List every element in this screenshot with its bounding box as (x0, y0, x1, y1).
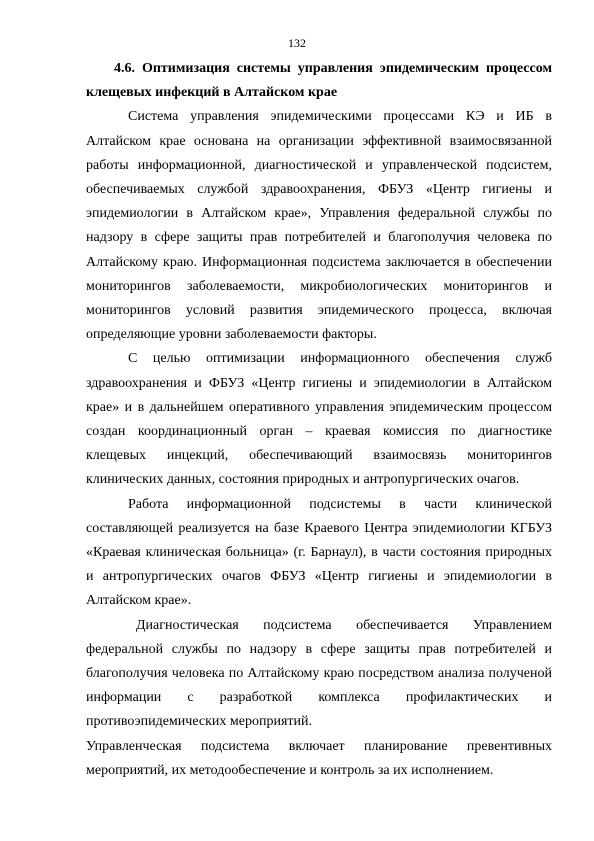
paragraph-information-work: Работа информационной подсистемы в части клинической составляющей реализуется на базе Краевого Центра эпидемиологии КГБУЗ «Краевая клиническая больница» (г. Барнаул), в части состояния природных и антропургических очагов ФБУЗ «Центр гигиены и эпидемиологии в Алтайском крае». (86, 496, 552, 609)
paragraph-coordination-body: С целью оптимизации информационного обеспечения служб здравоохранения и ФБУЗ «Центр гигиены и эпидемиологии в Алтайском крае» и в дальнейшем оперативного управления эпидемическим процессом создан координационный орган – краевая комиссия по диагностике клещевых инцекций, обеспечивающий взаимосвязь мониторингов клинических данных, состояния природных и антропургических очагов. (86, 351, 552, 488)
paragraph-information-subsystem: Система управления эпидемическими процессами КЭ и ИБ в Алтайском крае основана на организации эффективной взаимосвязанной работы информационной, диагностической и управленческой подсистем, обеспечиваемых службой здравоохранения, ФБУЗ «Центр гигиены и эпидемиологии в Алтайском крае», Управления федеральной службы по надзору в сфере защиты прав потребителей и благополучия человека по Алтайскому краю. Информационная подсистема заключается в обеспечении мониторингов заболеваемости, микробиологических мониторингов и мониторингов условий развития эпидемического процесса, включая определяющие уровни заболеваемости факторы. (86, 109, 552, 343)
document-body (86, 57, 552, 783)
section-heading: 4.6. Оптимизация системы управления эпидемическим процессом клещевых инфекций в Алтайском крае (86, 61, 552, 101)
paragraph-management-subsystem: Управленческая подсистема включает планирование превентивных мероприятий, их методообеспечение и контроль за их исполнением. (86, 738, 552, 778)
page-number: 132 (288, 36, 306, 50)
paragraph-diagnostic-subsystem: Диагностическая подсистема обеспечивается Управлением федеральной службы по надзору в сфере защиты прав потребителей и благополучия человека по Алтайскому краю посредством анализа полученой информации с разработкой комплекса профилактических и противоэпидемических мероприятий. (86, 617, 552, 730)
